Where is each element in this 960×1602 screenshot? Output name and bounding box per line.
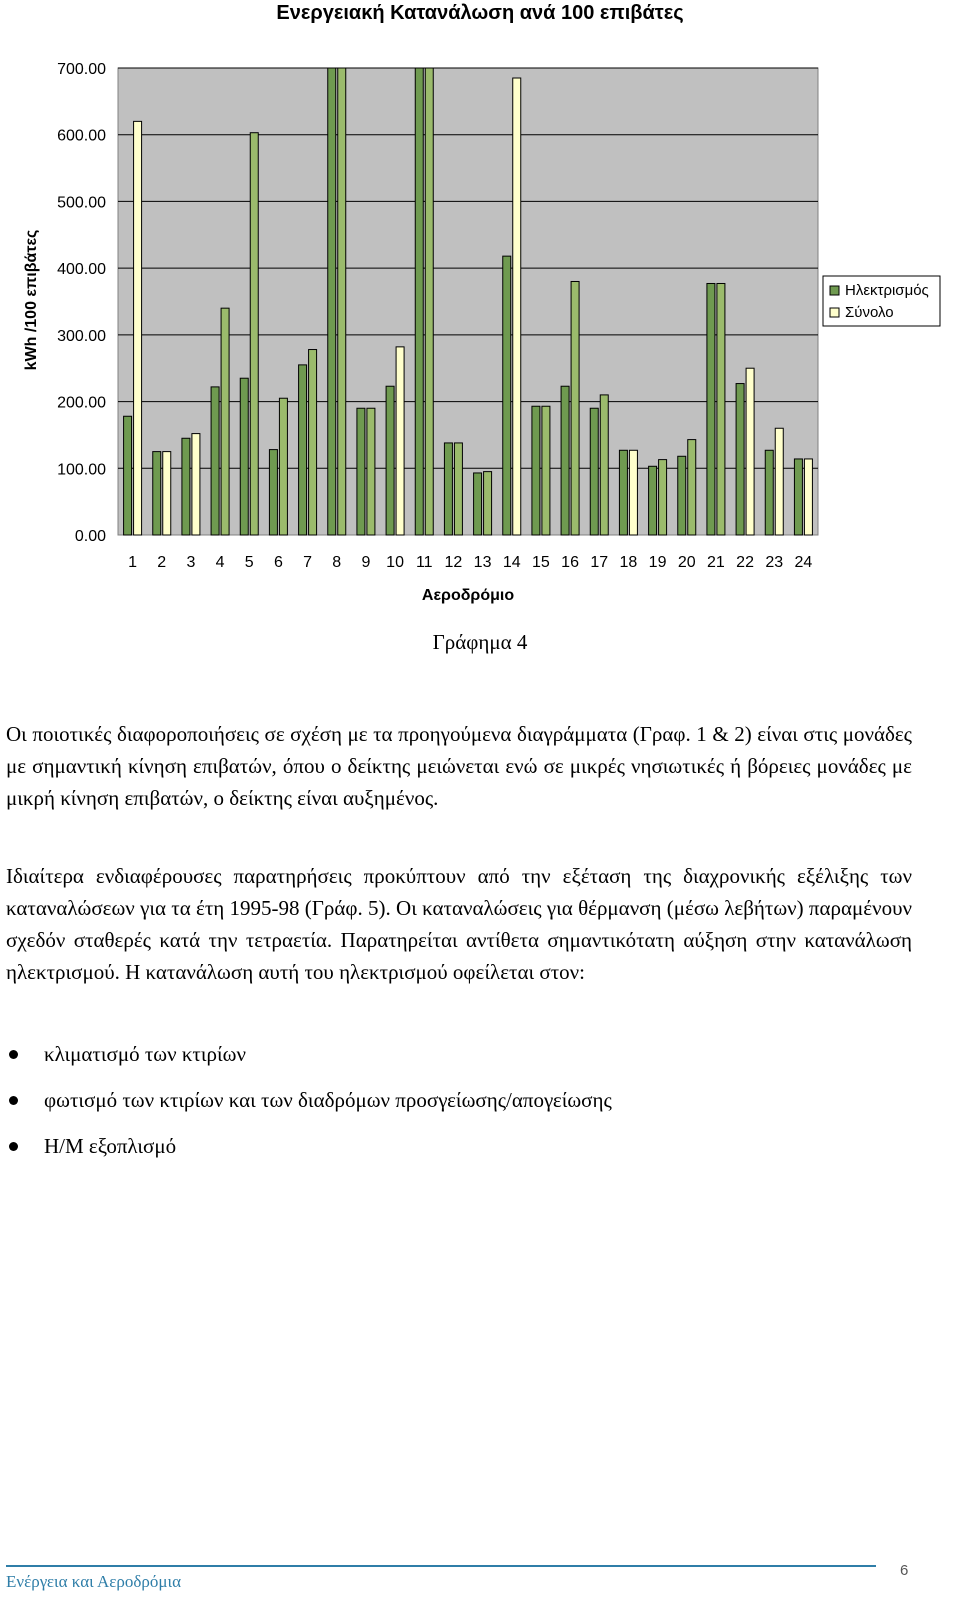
y-tick-label: 600.00	[57, 127, 106, 145]
x-tick-label: 18	[619, 554, 638, 571]
bar	[571, 281, 579, 535]
bar	[736, 384, 744, 535]
bar	[444, 443, 452, 535]
bar	[309, 350, 317, 535]
bar	[134, 121, 142, 535]
bar	[240, 378, 248, 535]
x-tick-label: 20	[677, 554, 696, 571]
x-tick-label: 7	[303, 554, 313, 571]
bullet-icon	[9, 1142, 18, 1151]
x-tick-label: 12	[444, 554, 463, 571]
bar	[163, 452, 171, 535]
paragraph: Ιδιαίτερα ενδιαφέρουσες παρατηρήσεις προκύπτουν από την εξέταση της διαχρονικής εξέλιξης των καταναλώσεων για τα έτη 1995-98 (Γράφ. 5). Οι καταναλώσεις για θέρμανση (μέσω λεβήτων) παραμένουν σχεδόν σταθερές κατά την τετραετία. Παρατηρείται αντίθετα σημαντικότατη αύξηση στην κατανάλωση ηλεκτρισμού. Η κατανάλωση αυτή του ηλεκτρισμού οφείλεται στον:	[6, 864, 912, 984]
footer-divider	[6, 1565, 876, 1567]
x-tick-label: 19	[648, 554, 667, 571]
x-tick-label: 11	[415, 554, 433, 571]
bar	[386, 386, 394, 535]
list-item-text: φωτισμό των κτιρίων και των διαδρόμων προσγείωσης/απογείωσης	[44, 1088, 612, 1112]
bar	[367, 408, 375, 535]
x-tick-label: 24	[794, 554, 813, 571]
x-tick-label: 10	[386, 554, 404, 571]
y-tick-label: 200.00	[57, 394, 106, 412]
x-tick-label: 4	[215, 554, 225, 571]
bullet-icon	[9, 1096, 18, 1105]
bar	[629, 450, 637, 535]
list-item	[0, 1084, 920, 1130]
bar	[590, 408, 598, 535]
x-tick-label: 14	[502, 554, 521, 571]
legend-swatch-electricity	[830, 286, 839, 295]
bar	[484, 472, 492, 535]
y-tick-label: 500.00	[57, 194, 106, 212]
bar	[503, 256, 511, 535]
figure-caption: Γράφημα 4	[432, 630, 528, 654]
bar	[746, 368, 754, 535]
bar	[454, 443, 462, 535]
bar	[299, 365, 307, 535]
bar	[659, 460, 667, 535]
x-tick-label: 5	[244, 554, 254, 571]
x-tick-label: 9	[361, 554, 371, 571]
x-tick-label: 21	[707, 554, 725, 571]
bar	[794, 459, 802, 535]
bar	[425, 68, 433, 535]
bar	[600, 395, 608, 535]
footer-title: Ενέργεια και Αεροδρόμια	[6, 1572, 181, 1591]
bar	[192, 434, 200, 535]
x-tick-label: 15	[532, 554, 550, 571]
bar	[474, 473, 482, 535]
x-tick-label: 3	[186, 554, 196, 571]
bar	[269, 450, 277, 535]
legend-swatch-total	[830, 308, 839, 317]
bar	[765, 450, 773, 535]
bar	[775, 428, 783, 535]
bar	[619, 450, 627, 535]
bar	[688, 440, 696, 535]
list-item-text: κλιματισμό των κτιρίων	[44, 1042, 246, 1066]
y-tick-label: 300.00	[57, 327, 106, 345]
bar	[328, 68, 336, 535]
x-tick-label: 16	[561, 554, 579, 571]
bar	[211, 387, 219, 535]
x-tick-label: 6	[273, 554, 283, 571]
y-tick-label: 100.00	[57, 461, 106, 479]
x-tick-label: 17	[590, 554, 609, 571]
bar	[717, 283, 725, 535]
x-axis-label: Αεροδρόμιο	[421, 587, 515, 604]
bar	[357, 408, 365, 535]
bar	[804, 459, 812, 535]
x-tick-label: 2	[157, 554, 167, 571]
legend	[823, 276, 940, 326]
x-tick-label: 13	[473, 554, 492, 571]
y-tick-label: 400.00	[57, 261, 106, 279]
y-tick-label: 700.00	[57, 61, 106, 78]
y-axis-label: kWh /100 επιβάτες	[23, 229, 40, 371]
page-number: 6	[900, 1562, 909, 1579]
list-item	[0, 1130, 920, 1176]
bar	[396, 347, 404, 535]
bar	[415, 68, 423, 535]
bar	[707, 283, 715, 535]
chart-title: Ενεργειακή Κατανάλωση ανά 100 επιβάτες	[276, 2, 684, 24]
bar-chart	[0, 0, 960, 620]
paragraph: Οι ποιοτικές διαφοροποιήσεις σε σχέση με τα προηγούμενα διαγράμματα (Γραφ. 1 & 2) είναι στις μονάδες με σημαντική κίνηση επιβατών, όπου ο δείκτης μειώνεται ενώ σε μικρές νησιωτικές ή βόρειες μονάδες με μικρή κίνηση επιβατών, ο δείκτης είναι αυξημένος.	[6, 722, 912, 810]
x-tick-label: 8	[332, 554, 342, 571]
legend-label-total: Σύνολο	[845, 304, 894, 321]
bar	[124, 416, 132, 535]
list-item-text: Η/Μ εξοπλισμό	[44, 1134, 177, 1158]
y-tick-label: 0.00	[74, 528, 106, 545]
bar	[649, 466, 657, 535]
bar	[513, 78, 521, 535]
x-tick-label: 1	[128, 554, 138, 571]
bar	[279, 398, 287, 535]
bar	[338, 68, 346, 535]
bar	[532, 406, 540, 535]
x-tick-label: 22	[736, 554, 754, 571]
bar	[561, 386, 569, 535]
list-item	[0, 1038, 920, 1084]
bar	[542, 406, 550, 535]
bar	[153, 452, 161, 535]
bar	[250, 133, 258, 535]
bar	[221, 308, 229, 535]
bar	[678, 456, 686, 535]
legend-label-electricity: Ηλεκτρισμός	[845, 282, 929, 299]
bullet-icon	[9, 1050, 18, 1059]
bar	[182, 438, 190, 535]
x-tick-label: 23	[765, 554, 784, 571]
bullet-list	[0, 1038, 920, 1176]
